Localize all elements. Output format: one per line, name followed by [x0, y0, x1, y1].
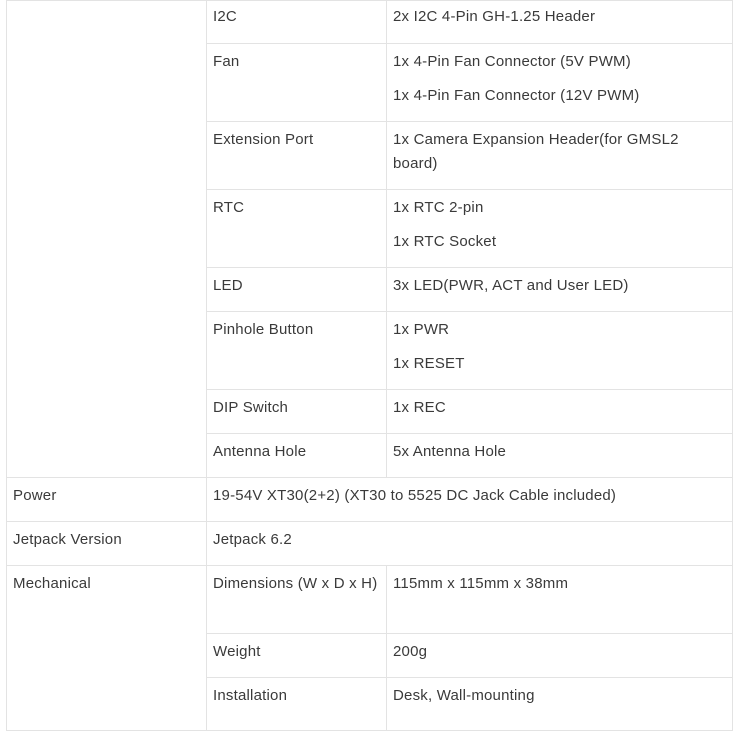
category-cell-interfaces: [7, 1, 207, 478]
spec-value-cell: [387, 190, 733, 268]
spec-value-cell: [387, 678, 733, 731]
table-row: [7, 478, 733, 522]
spec-label-cell: [207, 1, 387, 44]
spec-table: [6, 0, 733, 731]
spec-label: Fan: [213, 53, 240, 70]
spec-value-cell: [387, 122, 733, 190]
spec-value: 3x LED(PWR, ACT and User LED): [393, 277, 629, 294]
spec-value-cell: [207, 522, 733, 566]
spec-value-cell: [387, 312, 733, 390]
spec-value: Jetpack 6.2: [213, 531, 292, 548]
spec-value-cell: [387, 390, 733, 434]
spec-label-cell: [207, 434, 387, 478]
spec-value-cell: [387, 1, 733, 44]
spec-value-cell: [387, 634, 733, 678]
spec-label: Dimensions (W x D x H): [213, 575, 378, 592]
spec-label: LED: [213, 277, 243, 294]
category-label: Power: [13, 487, 57, 504]
spec-value: 19-54V XT30(2+2) (XT30 to 5525 DC Jack Cable included): [213, 487, 617, 504]
spec-value: 5x Antenna Hole: [393, 443, 507, 460]
spec-value: 1x Camera Expansion Header(for GMSL2 board): [393, 131, 679, 172]
category-label: Jetpack Version: [13, 531, 122, 548]
spec-label-cell: [207, 268, 387, 312]
spec-label: Installation: [213, 687, 288, 704]
spec-value: 200g: [393, 643, 428, 660]
spec-value-cell: [387, 434, 733, 478]
spec-label-cell: [207, 566, 387, 634]
spec-value-cell: [207, 478, 733, 522]
spec-value-cell: [387, 44, 733, 122]
spec-label: RTC: [213, 199, 245, 216]
spec-label: DIP Switch: [213, 399, 289, 416]
table-row: [7, 566, 733, 634]
category-cell: [7, 566, 207, 731]
spec-label-cell: [207, 312, 387, 390]
spec-value: 1x RTC 2-pin: [393, 199, 484, 216]
spec-label-cell: [207, 390, 387, 434]
spec-label: Antenna Hole: [213, 443, 307, 460]
spec-label-cell: [207, 190, 387, 268]
spec-value: 1x RESET: [393, 355, 465, 372]
spec-value: 2x I2C 4-Pin GH-1.25 Header: [393, 8, 596, 25]
spec-value: 115mm x 115mm x 38mm: [393, 575, 569, 592]
spec-label: I2C: [213, 8, 237, 25]
category-label: Mechanical: [13, 575, 91, 592]
spec-label: Weight: [213, 643, 261, 660]
spec-value: 1x REC: [393, 399, 446, 416]
spec-value: 1x 4-Pin Fan Connector (12V PWM): [393, 87, 640, 104]
spec-value-cell: [387, 566, 733, 634]
spec-value: 1x 4-Pin Fan Connector (5V PWM): [393, 53, 631, 70]
spec-label-cell: [207, 122, 387, 190]
spec-value: Desk, Wall-mounting: [393, 687, 535, 704]
table-row: [7, 1, 733, 44]
spec-value-cell: [387, 268, 733, 312]
category-cell: [7, 522, 207, 566]
spec-value: 1x RTC Socket: [393, 233, 497, 250]
spec-label: Extension Port: [213, 131, 314, 148]
category-cell: [7, 478, 207, 522]
table-row: [7, 522, 733, 566]
spec-label: Pinhole Button: [213, 321, 314, 338]
spec-label-cell: [207, 44, 387, 122]
spec-label-cell: [207, 634, 387, 678]
spec-label-cell: [207, 678, 387, 731]
spec-value: 1x PWR: [393, 321, 450, 338]
